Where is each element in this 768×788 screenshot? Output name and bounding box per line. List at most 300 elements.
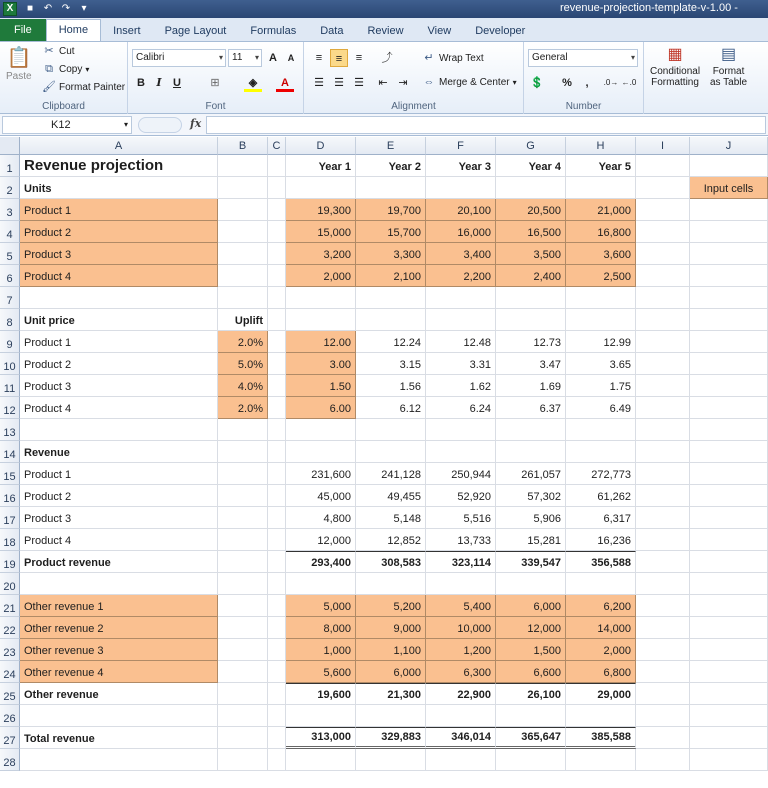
- cell-b12[interactable]: 2.0%: [218, 397, 268, 419]
- cell-i22[interactable]: [636, 617, 690, 639]
- cell-i13[interactable]: [636, 419, 690, 441]
- cell-e26[interactable]: [356, 705, 426, 727]
- row-header-16[interactable]: 16: [0, 485, 20, 507]
- cell-g3[interactable]: 20,500: [496, 199, 566, 221]
- cell-j10[interactable]: [690, 353, 768, 375]
- cell-d23[interactable]: 1,000: [286, 639, 356, 661]
- cell-c26[interactable]: [268, 705, 286, 727]
- cell-j18[interactable]: [690, 529, 768, 551]
- font-name-select[interactable]: Calibri ▾: [132, 49, 226, 67]
- cell-g27[interactable]: 365,647: [496, 727, 566, 749]
- align-bottom-icon[interactable]: ≡: [355, 52, 363, 64]
- cell-f17[interactable]: 5,516: [426, 507, 496, 529]
- align-center-icon[interactable]: ☰: [334, 77, 344, 89]
- cell-b6[interactable]: [218, 265, 268, 287]
- cell-f18[interactable]: 13,733: [426, 529, 496, 551]
- wrap-text-button[interactable]: ↵ Wrap Text: [422, 52, 484, 64]
- cell-d7[interactable]: [286, 287, 356, 309]
- cell-g20[interactable]: [496, 573, 566, 595]
- tab-page-layout[interactable]: Page Layout: [164, 25, 227, 37]
- column-header-b[interactable]: B: [218, 137, 268, 155]
- cell-a25[interactable]: Other revenue: [20, 683, 218, 705]
- cell-e17[interactable]: 5,148: [356, 507, 426, 529]
- cell-i1[interactable]: [636, 155, 690, 177]
- cell-e7[interactable]: [356, 287, 426, 309]
- cell-j14[interactable]: [690, 441, 768, 463]
- cell-i18[interactable]: [636, 529, 690, 551]
- row-header-22[interactable]: 22: [0, 617, 20, 639]
- row-header-2[interactable]: 2: [0, 177, 20, 199]
- align-right-icon[interactable]: ☰: [354, 77, 364, 89]
- orientation-icon[interactable]: ⤴: [381, 52, 393, 64]
- cell-e18[interactable]: 12,852: [356, 529, 426, 551]
- cell-b28[interactable]: [218, 749, 268, 771]
- cell-i19[interactable]: [636, 551, 690, 573]
- cell-f15[interactable]: 250,944: [426, 463, 496, 485]
- cell-g9[interactable]: 12.73: [496, 331, 566, 353]
- cell-h12[interactable]: 6.49: [566, 397, 636, 419]
- cell-h17[interactable]: 6,317: [566, 507, 636, 529]
- cell-c27[interactable]: [268, 727, 286, 749]
- cell-j28[interactable]: [690, 749, 768, 771]
- row-header-18[interactable]: 18: [0, 529, 20, 551]
- align-middle-icon[interactable]: ≡: [330, 49, 348, 67]
- increase-decimal-icon[interactable]: .0→: [603, 78, 619, 87]
- cell-g24[interactable]: 6,600: [496, 661, 566, 683]
- cell-i6[interactable]: [636, 265, 690, 287]
- cell-b26[interactable]: [218, 705, 268, 727]
- cell-f19[interactable]: 323,114: [426, 551, 496, 573]
- cell-h28[interactable]: [566, 749, 636, 771]
- cell-c28[interactable]: [268, 749, 286, 771]
- formula-input[interactable]: [206, 116, 766, 134]
- cell-b10[interactable]: 5.0%: [218, 353, 268, 375]
- cell-d9[interactable]: 12.00: [286, 331, 356, 353]
- cell-a22[interactable]: Other revenue 2: [20, 617, 218, 639]
- cell-b3[interactable]: [218, 199, 268, 221]
- cell-c23[interactable]: [268, 639, 286, 661]
- cell-e16[interactable]: 49,455: [356, 485, 426, 507]
- cell-i4[interactable]: [636, 221, 690, 243]
- cell-g13[interactable]: [496, 419, 566, 441]
- row-header-10[interactable]: 10: [0, 353, 20, 375]
- cell-a16[interactable]: Product 2: [20, 485, 218, 507]
- copy-button[interactable]: ⧉ Copy ▾: [42, 63, 89, 75]
- cell-d20[interactable]: [286, 573, 356, 595]
- save-icon[interactable]: ■: [26, 3, 34, 14]
- cell-a14[interactable]: Revenue: [20, 441, 218, 463]
- bold-button[interactable]: B: [137, 77, 145, 89]
- cell-e8[interactable]: [356, 309, 426, 331]
- cell-f8[interactable]: [426, 309, 496, 331]
- cell-j1[interactable]: [690, 155, 768, 177]
- cell-g16[interactable]: 57,302: [496, 485, 566, 507]
- column-header-i[interactable]: I: [636, 137, 690, 155]
- cell-j13[interactable]: [690, 419, 768, 441]
- row-header-23[interactable]: 23: [0, 639, 20, 661]
- cell-d16[interactable]: 45,000: [286, 485, 356, 507]
- column-header-h[interactable]: H: [566, 137, 636, 155]
- cell-f10[interactable]: 3.31: [426, 353, 496, 375]
- cell-j6[interactable]: [690, 265, 768, 287]
- cell-d11[interactable]: 1.50: [286, 375, 356, 397]
- align-left-icon[interactable]: ☰: [314, 77, 324, 89]
- cell-b18[interactable]: [218, 529, 268, 551]
- cell-b4[interactable]: [218, 221, 268, 243]
- cell-e19[interactable]: 308,583: [356, 551, 426, 573]
- cell-h20[interactable]: [566, 573, 636, 595]
- row-header-19[interactable]: 19: [0, 551, 20, 573]
- cell-a7[interactable]: [20, 287, 218, 309]
- cell-a13[interactable]: [20, 419, 218, 441]
- column-header-e[interactable]: E: [356, 137, 426, 155]
- cell-h8[interactable]: [566, 309, 636, 331]
- cell-c19[interactable]: [268, 551, 286, 573]
- undo-icon[interactable]: ↶: [43, 3, 53, 14]
- number-format-select[interactable]: General ▾: [528, 49, 638, 67]
- comma-icon[interactable]: ,: [585, 77, 589, 89]
- currency-icon[interactable]: 💲: [530, 77, 544, 89]
- tab-formulas[interactable]: Formulas: [250, 25, 297, 37]
- tab-home[interactable]: Home: [46, 19, 101, 41]
- cell-i5[interactable]: [636, 243, 690, 265]
- cell-j22[interactable]: [690, 617, 768, 639]
- cell-i27[interactable]: [636, 727, 690, 749]
- cell-e4[interactable]: 15,700: [356, 221, 426, 243]
- row-header-20[interactable]: 20: [0, 573, 20, 595]
- cell-d4[interactable]: 15,000: [286, 221, 356, 243]
- cell-a21[interactable]: Other revenue 1: [20, 595, 218, 617]
- row-header-5[interactable]: 5: [0, 243, 20, 265]
- column-header-g[interactable]: G: [496, 137, 566, 155]
- cell-f1[interactable]: Year 3: [426, 155, 496, 177]
- cell-i20[interactable]: [636, 573, 690, 595]
- cell-d24[interactable]: 5,600: [286, 661, 356, 683]
- row-header-1[interactable]: 1: [0, 155, 20, 177]
- cell-a5[interactable]: Product 3: [20, 243, 218, 265]
- cell-b25[interactable]: [218, 683, 268, 705]
- cell-a26[interactable]: [20, 705, 218, 727]
- cell-b5[interactable]: [218, 243, 268, 265]
- cell-h25[interactable]: 29,000: [566, 683, 636, 705]
- cell-a2[interactable]: Units: [20, 177, 218, 199]
- cell-f23[interactable]: 1,200: [426, 639, 496, 661]
- cell-h4[interactable]: 16,800: [566, 221, 636, 243]
- cell-g14[interactable]: [496, 441, 566, 463]
- cell-g22[interactable]: 12,000: [496, 617, 566, 639]
- cell-e23[interactable]: 1,100: [356, 639, 426, 661]
- select-all-corner[interactable]: [0, 137, 20, 155]
- cell-h15[interactable]: 272,773: [566, 463, 636, 485]
- row-header-13[interactable]: 13: [0, 419, 20, 441]
- cell-j24[interactable]: [690, 661, 768, 683]
- cell-c10[interactable]: [268, 353, 286, 375]
- cell-f21[interactable]: 5,400: [426, 595, 496, 617]
- cell-h2[interactable]: [566, 177, 636, 199]
- cell-j5[interactable]: [690, 243, 768, 265]
- cell-c25[interactable]: [268, 683, 286, 705]
- cell-j9[interactable]: [690, 331, 768, 353]
- cell-d21[interactable]: 5,000: [286, 595, 356, 617]
- cell-i12[interactable]: [636, 397, 690, 419]
- row-header-21[interactable]: 21: [0, 595, 20, 617]
- grow-font-button[interactable]: A: [269, 52, 277, 64]
- cell-a19[interactable]: Product revenue: [20, 551, 218, 573]
- cell-a23[interactable]: Other revenue 3: [20, 639, 218, 661]
- column-header-c[interactable]: C: [268, 137, 286, 155]
- cell-h5[interactable]: 3,600: [566, 243, 636, 265]
- row-header-17[interactable]: 17: [0, 507, 20, 529]
- cut-button[interactable]: ✂ Cut: [42, 45, 75, 57]
- cell-j20[interactable]: [690, 573, 768, 595]
- cell-c5[interactable]: [268, 243, 286, 265]
- cell-g23[interactable]: 1,500: [496, 639, 566, 661]
- tab-view[interactable]: View: [427, 25, 452, 37]
- formula-buttons[interactable]: [138, 117, 182, 133]
- cell-d3[interactable]: 19,300: [286, 199, 356, 221]
- cell-b11[interactable]: 4.0%: [218, 375, 268, 397]
- cell-b19[interactable]: [218, 551, 268, 573]
- row-header-6[interactable]: 6: [0, 265, 20, 287]
- cell-g4[interactable]: 16,500: [496, 221, 566, 243]
- cell-i25[interactable]: [636, 683, 690, 705]
- tab-insert[interactable]: Insert: [113, 25, 141, 37]
- cell-b14[interactable]: [218, 441, 268, 463]
- cell-f7[interactable]: [426, 287, 496, 309]
- cell-j3[interactable]: [690, 199, 768, 221]
- font-color-icon[interactable]: A: [276, 74, 294, 92]
- cell-h27[interactable]: 385,588: [566, 727, 636, 749]
- cell-a12[interactable]: Product 4: [20, 397, 218, 419]
- column-header-d[interactable]: D: [286, 137, 356, 155]
- cell-b8[interactable]: Uplift: [218, 309, 268, 331]
- cell-a18[interactable]: Product 4: [20, 529, 218, 551]
- cell-g19[interactable]: 339,547: [496, 551, 566, 573]
- cell-g11[interactable]: 1.69: [496, 375, 566, 397]
- cell-g26[interactable]: [496, 705, 566, 727]
- cell-h7[interactable]: [566, 287, 636, 309]
- cell-b24[interactable]: [218, 661, 268, 683]
- row-header-24[interactable]: 24: [0, 661, 20, 683]
- cell-d14[interactable]: [286, 441, 356, 463]
- cell-h10[interactable]: 3.65: [566, 353, 636, 375]
- customize-qat-icon[interactable]: ▾: [81, 3, 87, 14]
- cell-c6[interactable]: [268, 265, 286, 287]
- cell-a1[interactable]: Revenue projection: [20, 155, 218, 177]
- cell-a4[interactable]: Product 2: [20, 221, 218, 243]
- cell-g17[interactable]: 5,906: [496, 507, 566, 529]
- increase-indent-icon[interactable]: ⇥: [398, 77, 408, 89]
- cell-c16[interactable]: [268, 485, 286, 507]
- cell-d2[interactable]: [286, 177, 356, 199]
- cell-j17[interactable]: [690, 507, 768, 529]
- cell-g18[interactable]: 15,281: [496, 529, 566, 551]
- cell-d17[interactable]: 4,800: [286, 507, 356, 529]
- cell-g2[interactable]: [496, 177, 566, 199]
- cell-a20[interactable]: [20, 573, 218, 595]
- cell-j7[interactable]: [690, 287, 768, 309]
- cell-c24[interactable]: [268, 661, 286, 683]
- row-header-14[interactable]: 14: [0, 441, 20, 463]
- cell-g21[interactable]: 6,000: [496, 595, 566, 617]
- cell-f11[interactable]: 1.62: [426, 375, 496, 397]
- cell-j4[interactable]: [690, 221, 768, 243]
- cell-g6[interactable]: 2,400: [496, 265, 566, 287]
- cell-h11[interactable]: 1.75: [566, 375, 636, 397]
- cell-g10[interactable]: 3.47: [496, 353, 566, 375]
- cell-h23[interactable]: 2,000: [566, 639, 636, 661]
- cell-e25[interactable]: 21,300: [356, 683, 426, 705]
- cell-e15[interactable]: 241,128: [356, 463, 426, 485]
- cell-a15[interactable]: Product 1: [20, 463, 218, 485]
- cell-c3[interactable]: [268, 199, 286, 221]
- cell-b15[interactable]: [218, 463, 268, 485]
- cell-f25[interactable]: 22,900: [426, 683, 496, 705]
- underline-button[interactable]: U: [173, 77, 181, 89]
- cell-a6[interactable]: Product 4: [20, 265, 218, 287]
- cell-i2[interactable]: [636, 177, 690, 199]
- cell-d8[interactable]: [286, 309, 356, 331]
- cell-i10[interactable]: [636, 353, 690, 375]
- cell-j12[interactable]: [690, 397, 768, 419]
- cell-f14[interactable]: [426, 441, 496, 463]
- cell-b7[interactable]: [218, 287, 268, 309]
- row-header-9[interactable]: 9: [0, 331, 20, 353]
- cell-c18[interactable]: [268, 529, 286, 551]
- cell-f5[interactable]: 3,400: [426, 243, 496, 265]
- cell-a17[interactable]: Product 3: [20, 507, 218, 529]
- shrink-font-button[interactable]: A: [287, 53, 295, 63]
- cell-e9[interactable]: 12.24: [356, 331, 426, 353]
- row-header-15[interactable]: 15: [0, 463, 20, 485]
- row-header-11[interactable]: 11: [0, 375, 20, 397]
- cell-f3[interactable]: 20,100: [426, 199, 496, 221]
- cell-e2[interactable]: [356, 177, 426, 199]
- row-header-25[interactable]: 25: [0, 683, 20, 705]
- column-header-f[interactable]: F: [426, 137, 496, 155]
- cell-a8[interactable]: Unit price: [20, 309, 218, 331]
- cell-i9[interactable]: [636, 331, 690, 353]
- cell-d22[interactable]: 8,000: [286, 617, 356, 639]
- conditional-formatting-button[interactable]: ▦ Conditional Formatting: [650, 46, 701, 88]
- cell-a27[interactable]: Total revenue: [20, 727, 218, 749]
- row-header-8[interactable]: 8: [0, 309, 20, 331]
- cell-f6[interactable]: 2,200: [426, 265, 496, 287]
- cell-d13[interactable]: [286, 419, 356, 441]
- cell-h18[interactable]: 16,236: [566, 529, 636, 551]
- cell-e24[interactable]: 6,000: [356, 661, 426, 683]
- cell-g5[interactable]: 3,500: [496, 243, 566, 265]
- cell-i8[interactable]: [636, 309, 690, 331]
- cell-c11[interactable]: [268, 375, 286, 397]
- cell-j15[interactable]: [690, 463, 768, 485]
- cell-c22[interactable]: [268, 617, 286, 639]
- cell-h24[interactable]: 6,800: [566, 661, 636, 683]
- cell-f27[interactable]: 346,014: [426, 727, 496, 749]
- cell-i28[interactable]: [636, 749, 690, 771]
- cell-g8[interactable]: [496, 309, 566, 331]
- cell-h13[interactable]: [566, 419, 636, 441]
- format-as-table-button[interactable]: ▤ Format as Table: [710, 46, 748, 88]
- cell-d10[interactable]: 3.00: [286, 353, 356, 375]
- cell-a24[interactable]: Other revenue 4: [20, 661, 218, 683]
- cell-c8[interactable]: [268, 309, 286, 331]
- cell-e10[interactable]: 3.15: [356, 353, 426, 375]
- cell-i15[interactable]: [636, 463, 690, 485]
- cell-i17[interactable]: [636, 507, 690, 529]
- cell-j25[interactable]: [690, 683, 768, 705]
- cell-b2[interactable]: [218, 177, 268, 199]
- cell-e11[interactable]: 1.56: [356, 375, 426, 397]
- cell-b21[interactable]: [218, 595, 268, 617]
- cell-j16[interactable]: [690, 485, 768, 507]
- cell-i14[interactable]: [636, 441, 690, 463]
- tab-review[interactable]: Review: [367, 25, 404, 37]
- cell-c20[interactable]: [268, 573, 286, 595]
- cell-i16[interactable]: [636, 485, 690, 507]
- cell-b23[interactable]: [218, 639, 268, 661]
- row-header-12[interactable]: 12: [0, 397, 20, 419]
- cell-a3[interactable]: Product 1: [20, 199, 218, 221]
- cell-j27[interactable]: [690, 727, 768, 749]
- cell-c17[interactable]: [268, 507, 286, 529]
- cell-j2[interactable]: Input cells: [690, 177, 768, 199]
- cell-c9[interactable]: [268, 331, 286, 353]
- cell-c1[interactable]: [268, 155, 286, 177]
- cell-i24[interactable]: [636, 661, 690, 683]
- cell-b13[interactable]: [218, 419, 268, 441]
- cell-d27[interactable]: 313,000: [286, 727, 356, 749]
- cell-j26[interactable]: [690, 705, 768, 727]
- row-header-26[interactable]: 26: [0, 705, 20, 727]
- cell-e1[interactable]: Year 2: [356, 155, 426, 177]
- tab-data[interactable]: Data: [320, 25, 344, 37]
- cell-b17[interactable]: [218, 507, 268, 529]
- cell-g25[interactable]: 26,100: [496, 683, 566, 705]
- percent-icon[interactable]: %: [562, 77, 572, 89]
- cell-c4[interactable]: [268, 221, 286, 243]
- cell-b16[interactable]: [218, 485, 268, 507]
- cell-h6[interactable]: 2,500: [566, 265, 636, 287]
- merge-center-button[interactable]: ⇔ Merge & Center ▾: [423, 76, 517, 88]
- row-header-4[interactable]: 4: [0, 221, 20, 243]
- row-header-3[interactable]: 3: [0, 199, 20, 221]
- cell-f12[interactable]: 6.24: [426, 397, 496, 419]
- cell-j19[interactable]: [690, 551, 768, 573]
- cell-f24[interactable]: 6,300: [426, 661, 496, 683]
- cell-d15[interactable]: 231,600: [286, 463, 356, 485]
- cell-i26[interactable]: [636, 705, 690, 727]
- cell-e13[interactable]: [356, 419, 426, 441]
- column-header-a[interactable]: A: [20, 137, 218, 155]
- cell-e20[interactable]: [356, 573, 426, 595]
- cell-b9[interactable]: 2.0%: [218, 331, 268, 353]
- cell-f22[interactable]: 10,000: [426, 617, 496, 639]
- cell-c21[interactable]: [268, 595, 286, 617]
- cell-j8[interactable]: [690, 309, 768, 331]
- cell-a28[interactable]: [20, 749, 218, 771]
- cell-f13[interactable]: [426, 419, 496, 441]
- cell-b22[interactable]: [218, 617, 268, 639]
- cell-h14[interactable]: [566, 441, 636, 463]
- cell-f28[interactable]: [426, 749, 496, 771]
- cell-h3[interactable]: 21,000: [566, 199, 636, 221]
- cell-h9[interactable]: 12.99: [566, 331, 636, 353]
- cell-d26[interactable]: [286, 705, 356, 727]
- format-painter-button[interactable]: 🖌 Format Painter: [42, 81, 126, 93]
- cell-d18[interactable]: 12,000: [286, 529, 356, 551]
- cell-c14[interactable]: [268, 441, 286, 463]
